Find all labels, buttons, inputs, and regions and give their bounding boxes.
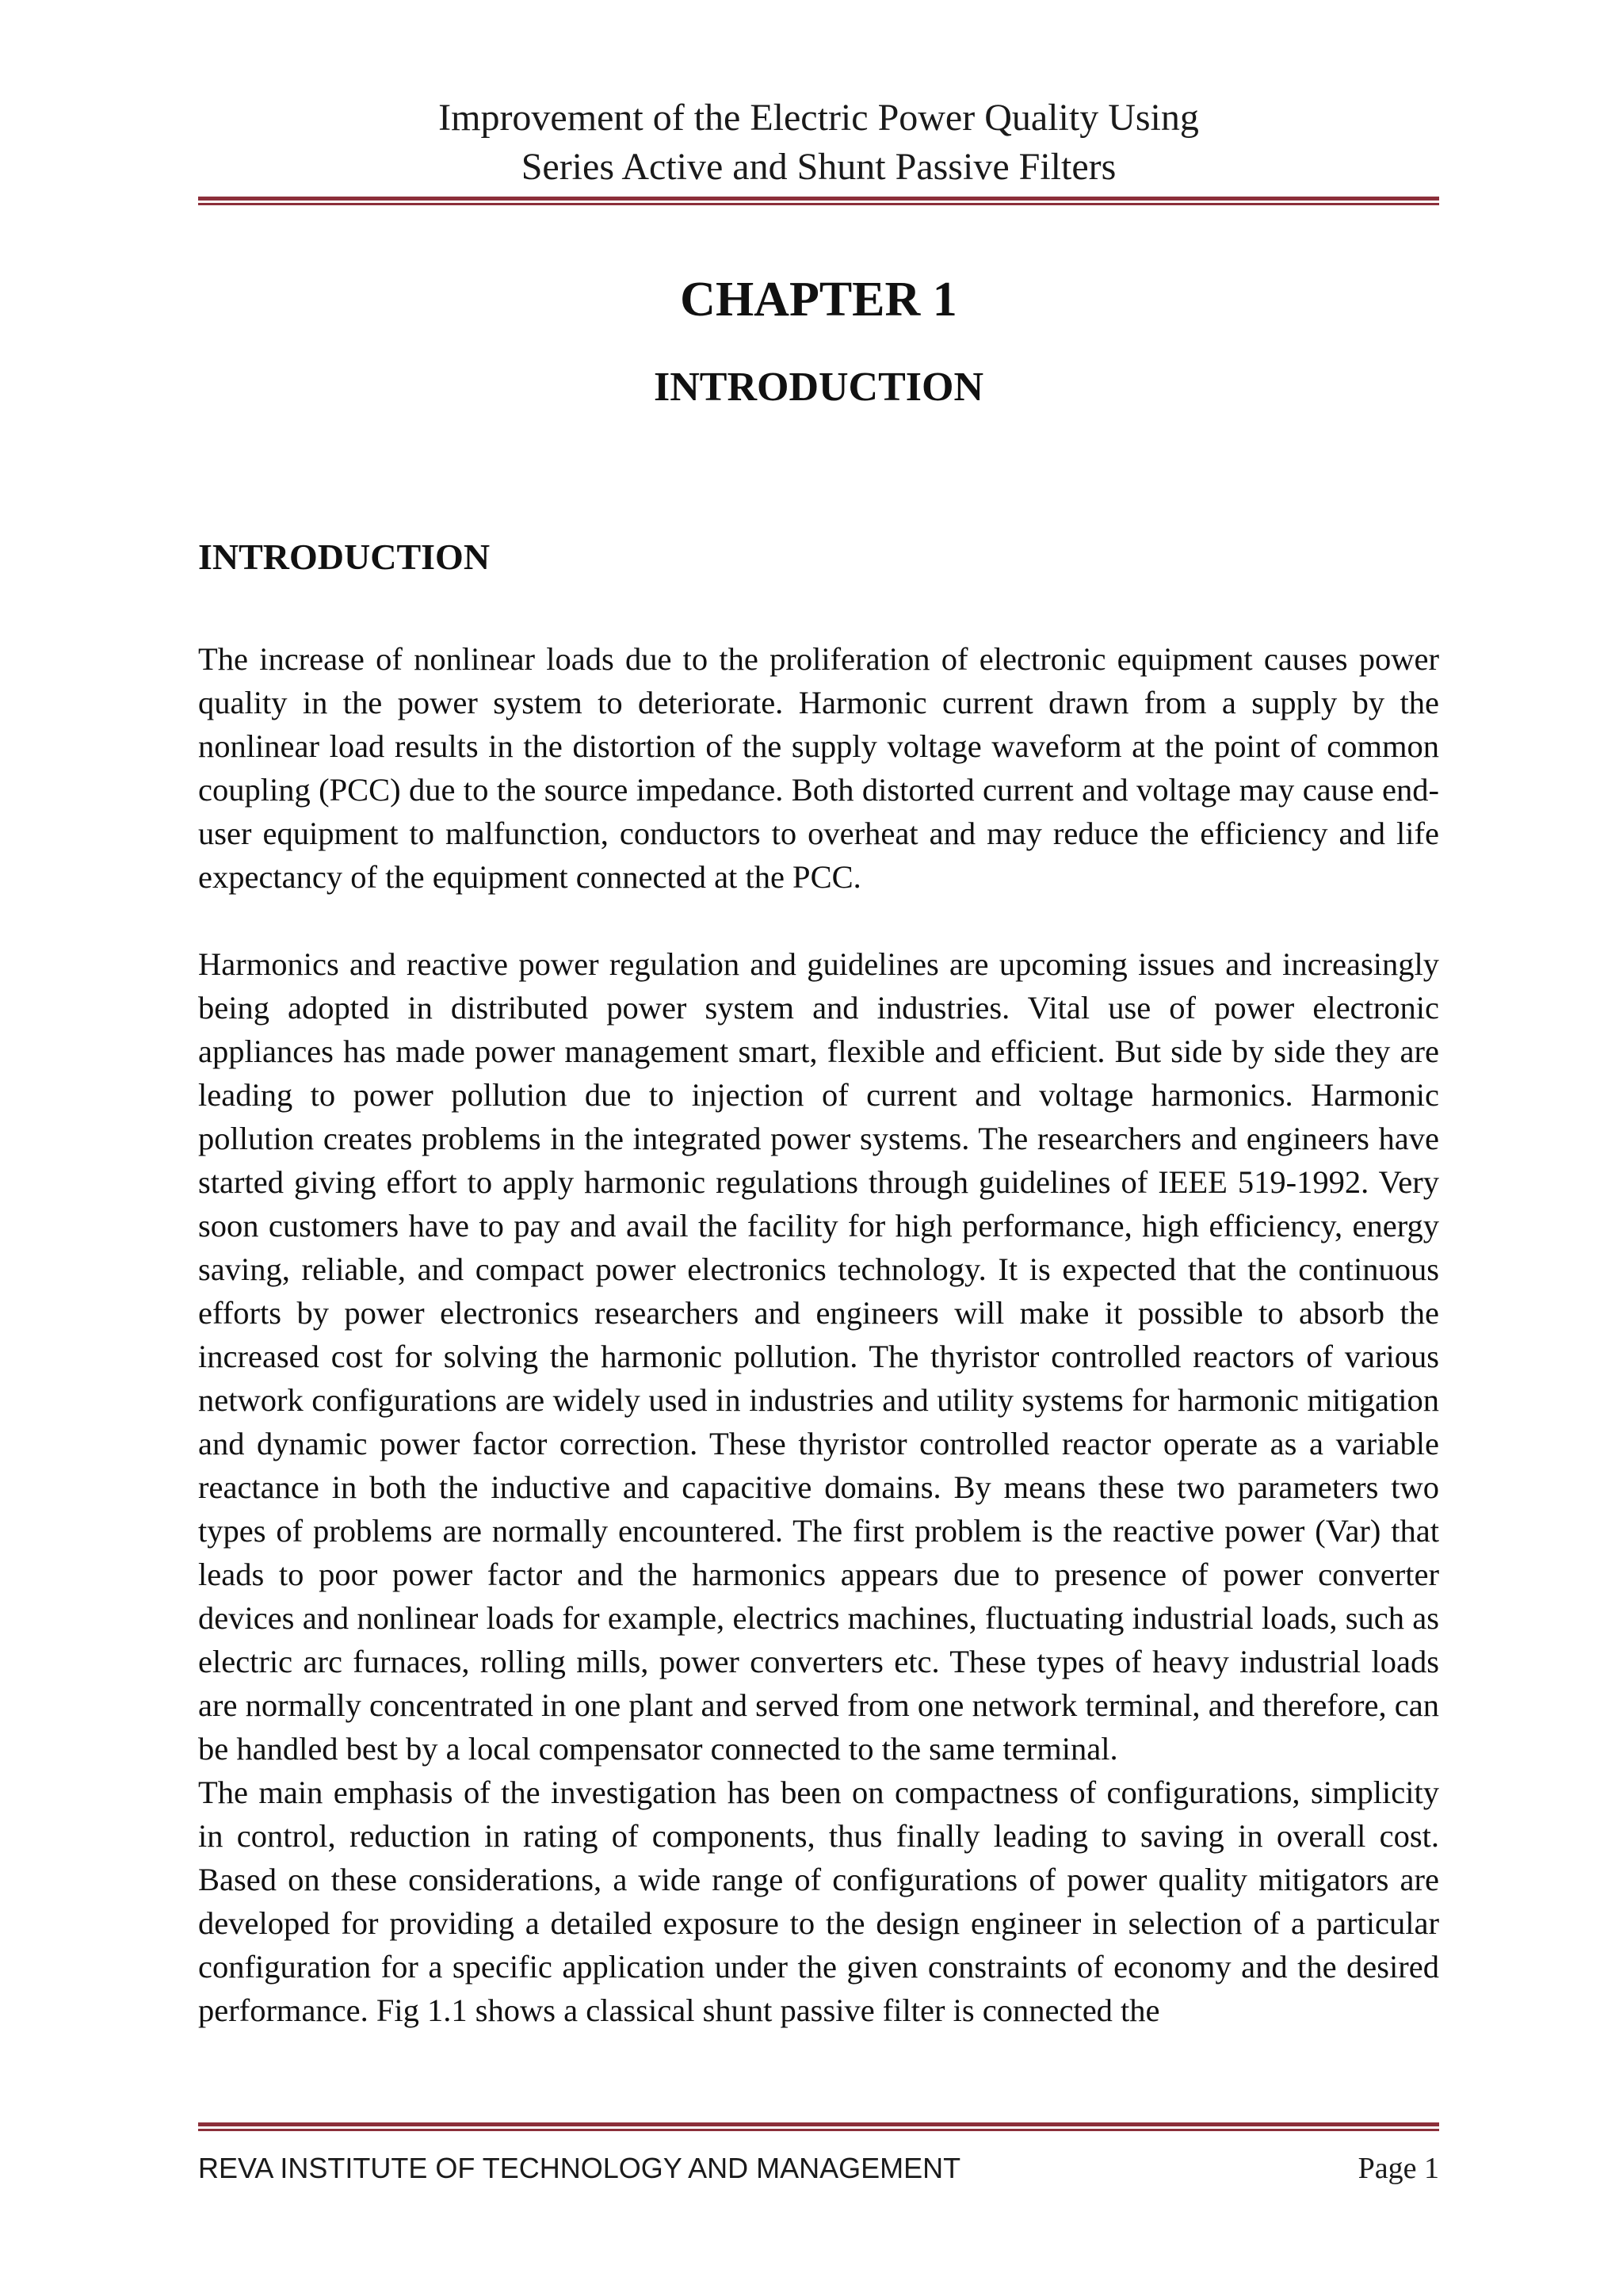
header-rule	[198, 197, 1439, 205]
chapter-subtitle: INTRODUCTION	[653, 365, 984, 410]
footer-institution: REVA INSTITUTE OF TECHNOLOGY AND MANAGEMENT	[198, 2152, 961, 2184]
paragraph-2: Harmonics and reactive power regulation and guidelines are upcoming issues and increasingly being adopted in distributed power system and industries. Vital use of power electronic appliances has made power management smart, flexible and efficient. But side by side they are leading to power pollution due to injection of current and voltage harmonics. Harmonic pollution creates problems in the integrated power systems. The researchers and engineers have started giving effort to apply harmonic regulations through guidelines of IEEE 519-1992. Very soon customers have to pay and avail the facility for high performance, high efficiency, energy saving, reliable, and compact power electronics technology. It is expected that the continuous efforts by power electronics researchers and engineers will make it possible to absorb the increased cost for solving the harmonic pollution. The thyristor controlled reactors of various network configurations are widely used in industries and utility systems for harmonic mitigation and dynamic power factor correction. These thyristor controlled reactor operate as a variable reactance in both the inductive and capacitive domains. By means these two parameters two types of problems are normally encountered. The first problem is the reactive power (Var) that leads to poor power factor and the harmonics appears due to presence of power converter devices and nonlinear loads for example, electrics machines, fluctuating industrial loads, such as electric arc furnaces, rolling mills, power converters etc. These types of heavy industrial loads are normally concentrated in one plant and served from one network terminal, and therefore, can be handled best by a local compensator connected to the same terminal.	[198, 946, 1439, 1767]
running-header-line-1: Improvement of the Electric Power Quality Using	[438, 97, 1199, 139]
running-header	[198, 94, 1439, 192]
footer-rule	[198, 2122, 1439, 2131]
section-heading: INTRODUCTION	[198, 537, 491, 577]
running-header-line-2: Series Active and Shunt Passive Filters	[521, 146, 1117, 188]
body-text	[198, 637, 1439, 2032]
paragraph-3: The main emphasis of the investigation has been on compactness of configurations, simplicity in control, reduction in rating of components, thus finally leading to saving in overall cost. Based on these considerations, a wide range of configurations of power quality mitigators are developed for providing a detailed exposure to the design engineer in selection of a particular configuration for a specific application under the given constraints of economy and the desired performance. Fig 1.1 shows a classical shunt passive filter is connected the	[198, 1775, 1439, 2028]
chapter-title: CHAPTER 1	[680, 273, 957, 327]
paragraph-1: The increase of nonlinear loads due to the proliferation of electronic equipment causes power quality in the power system to deteriorate. Harmonic current drawn from a supply by the nonlinear load results in the distortion of the supply voltage waveform at the point of common coupling (PCC) due to the source impedance. Both distorted current and voltage may cause end-user equipment to malfunction, conductors to overheat and may reduce the efficiency and life expectancy of the equipment connected at the PCC.	[198, 641, 1439, 895]
page-number: Page 1	[1358, 2152, 1439, 2185]
